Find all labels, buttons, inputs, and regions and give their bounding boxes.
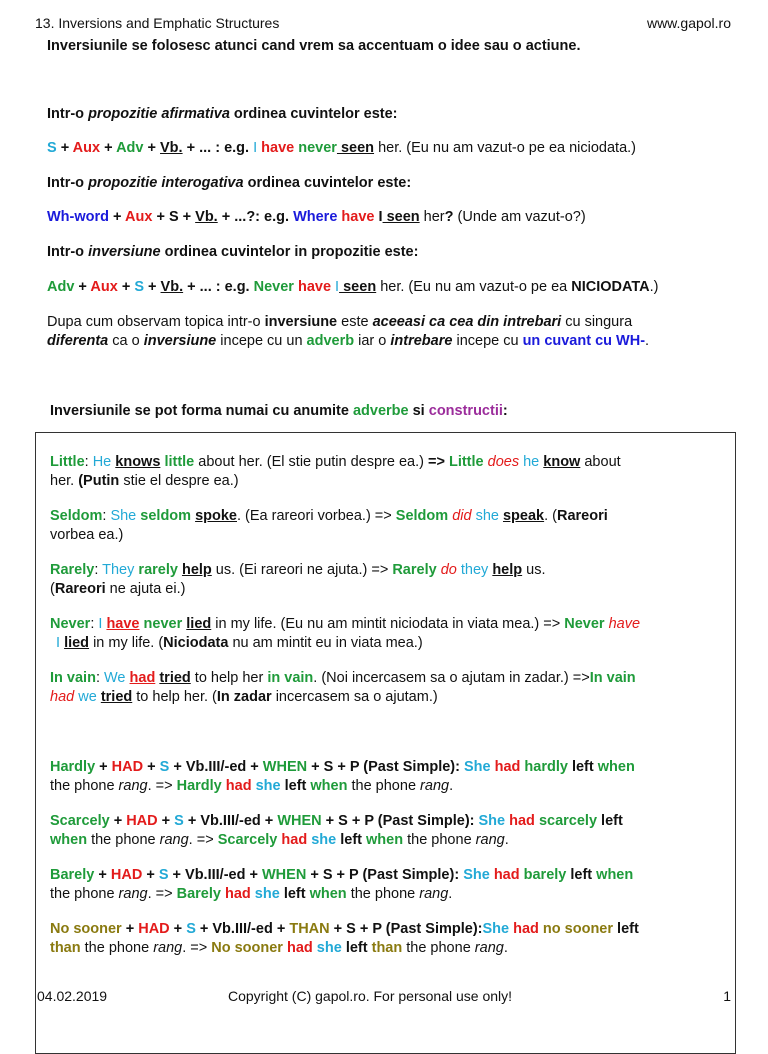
document-header-url: www.gapol.ro [646,15,731,31]
example-no-sooner-line-1: No sooner + HAD + S + Vb.III/-ed + THAN + S + P (Past Simple):She had no sooner left [50,921,639,937]
example-never-line-1: Never: I have never lied in my life. (Eu nu am mintit niciodata in viata mea.) => Never have [50,616,641,632]
interrogative-formula-line: Wh-word + Aux + S + Vb. + ...?: e.g. Where have I seen her? (Unde am vazut-o?) [47,209,586,225]
example-rarely-line-2: (Rareori ne ajuta ei.) [50,581,186,597]
example-little-line-2: her. (Putin stie el despre ea.) [50,473,239,489]
example-never-line-2: I lied in my life. (Niciodata nu am mintit eu in viata mea.) [56,635,423,651]
intro-sentence: Inversiunile se folosesc atunci cand vrem sa accentuam o idee sau o actiune. [47,38,581,54]
example-in-vain-line-1: In vain: We had tried to help her in vain. (Noi incercasem sa o ajutam in zadar.) =>In vain [50,670,636,686]
footer-copyright: Copyright (C) gapol.ro. For personal use only! [228,988,513,1004]
example-scarcely-line-2: when the phone rang. => Scarcely had she left when the phone rang. [50,832,509,848]
affirmative-heading: Intr-o propozitie afirmativa ordinea cuvintelor este: [47,106,398,122]
inversion-formula-line: Adv + Aux + S + Vb. + ... : e.g. Never have I seen her. (Eu nu am vazut-o pe ea NICIODATA.) [47,279,659,295]
example-hardly-line-2: the phone rang. => Hardly had she left when the phone rang. [50,778,454,794]
interrogative-heading: Intr-o propozitie interogativa ordinea cuvintelor este: [47,175,412,191]
observation-line-2: diferenta ca o inversiune incepe cu un adverb iar o intrebare incepe cu un cuvant cu WH-. [47,333,650,349]
example-scarcely-line-1: Scarcely + HAD + S + Vb.III/-ed + WHEN + S + P (Past Simple): She had scarcely left [50,813,623,829]
footer-date: 04.02.2019 [37,988,111,1004]
observation-line-1: Dupa cum observam topica intr-o inversiune este aceeasi ca cea din intrebari cu singura [47,314,633,330]
footer-page-number: 1 [723,988,731,1004]
document-header-title: 13. Inversions and Emphatic Structures [35,15,280,31]
example-seldom-line-1: Seldom: She seldom spoke. (Ea rareori vorbea.) => Seldom did she speak. (Rareori [50,508,608,524]
example-hardly-line-1: Hardly + HAD + S + Vb.III/-ed + WHEN + S + P (Past Simple): She had hardly left when [50,759,635,775]
example-little-line-1: Little: He knows little about her. (El stie putin despre ea.) => Little does he know about [50,454,621,470]
example-seldom-line-2: vorbea ea.) [50,527,124,543]
example-in-vain-line-2: had we tried to help her. (In zadar incercasem sa o ajutam.) [50,689,438,705]
example-barely-line-1: Barely + HAD + S + Vb.III/-ed + WHEN + S + P (Past Simple): She had barely left when [50,867,634,883]
example-rarely-line-1: Rarely: They rarely help us. (Ei rareori ne ajuta.) => Rarely do they help us. [50,562,546,578]
example-no-sooner-line-2: than the phone rang. => No sooner had she left than the phone rang. [50,940,508,956]
affirmative-formula-line: S + Aux + Adv + Vb. + ... : e.g. I have never seen her. (Eu nu am vazut-o pe ea niciodata.) [47,140,637,156]
forms-heading: Inversiunile se pot forma numai cu anumite adverbe si constructii: [50,403,508,419]
inversion-heading: Intr-o inversiune ordinea cuvintelor in propozitie este: [47,244,419,260]
example-barely-line-2: the phone rang. => Barely had she left when the phone rang. [50,886,453,902]
examples-box [35,432,736,1054]
